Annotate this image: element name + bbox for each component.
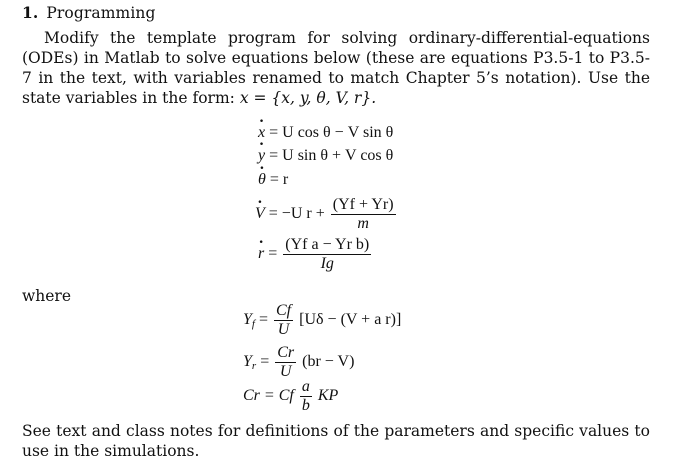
rdot-fraction [283,236,371,273]
equation-ydot [258,147,393,165]
section-title: Programming [46,4,156,22]
cr-tail: KP [317,387,339,405]
definition-yf: $Y_f$ = $\frac{Cf}{U}$ [Uδ − (V + a r)] [243,302,402,338]
equation-vdot [255,196,398,233]
xdot-rhs: = U cos θ − V sin θ [269,124,394,141]
rdot-symbol: r · [258,245,264,263]
footer-paragraph: See text and class notes for definitions of the parameters and specific values to use in the simulations. [22,422,650,460]
yr-tail: (br − V) [302,353,355,371]
equation-xdot [258,124,393,142]
rdot-numerator: (Yf a − Yr b) [285,236,370,253]
vdot-denominator: m [331,214,396,233]
equation-thetadot [258,171,288,189]
yf-fraction [274,302,293,339]
vdot-numerator: (Yf + Yr) [332,196,394,213]
section-heading [22,3,156,22]
yf-numerator: Cf [276,302,292,319]
definition-yr: $Y_r$ = $\frac{Cr}{U}$ (br − V) [243,344,355,380]
vdot-fraction [331,196,396,233]
cr-fraction [300,378,312,415]
thetadot-symbol: θ · [258,171,266,189]
section-number: 1. [22,3,39,22]
vdot-rhs-lead: = −U r + [268,205,325,223]
rdot-denominator: Ig [283,254,371,273]
yr-denominator: U [275,362,296,381]
cr-lead: Cr = Cf [243,387,294,405]
vdot-symbol: V · [255,205,265,223]
where-label: where [22,287,72,305]
yf-tail: [Uδ − (V + a r)] [299,311,402,329]
cr-numerator: a [301,378,310,395]
xdot-symbol: x · [258,124,265,142]
thetadot-rhs: = r [269,171,289,188]
yf-symbol: $Y_f$ [243,311,255,331]
ydot-symbol: y · [258,147,265,165]
rdot-rhs-lead: = [268,245,278,263]
yr-symbol: $Y_r$ [243,353,257,373]
intro-text: Modify the template program for solving ordinary-differential-equations (ODEs) in Matlab to solve equations below (these are equations P3.5-1 to P3.5-7 in the text, with variables renamed to match Chapter 5’s notation). Use the state variables in the form: [22,29,650,107]
state-vector: x = {x, y, θ, V, r}. [239,89,377,107]
yr-fraction [275,344,296,381]
yr-numerator: Cr [277,344,295,361]
cr-denominator: b [301,397,310,414]
yf-denominator: U [274,320,293,339]
equation-rdot [258,236,373,273]
ydot-rhs: = U sin θ + V cos θ [269,147,394,164]
intro-paragraph [22,28,650,108]
definition-cr [243,378,338,415]
